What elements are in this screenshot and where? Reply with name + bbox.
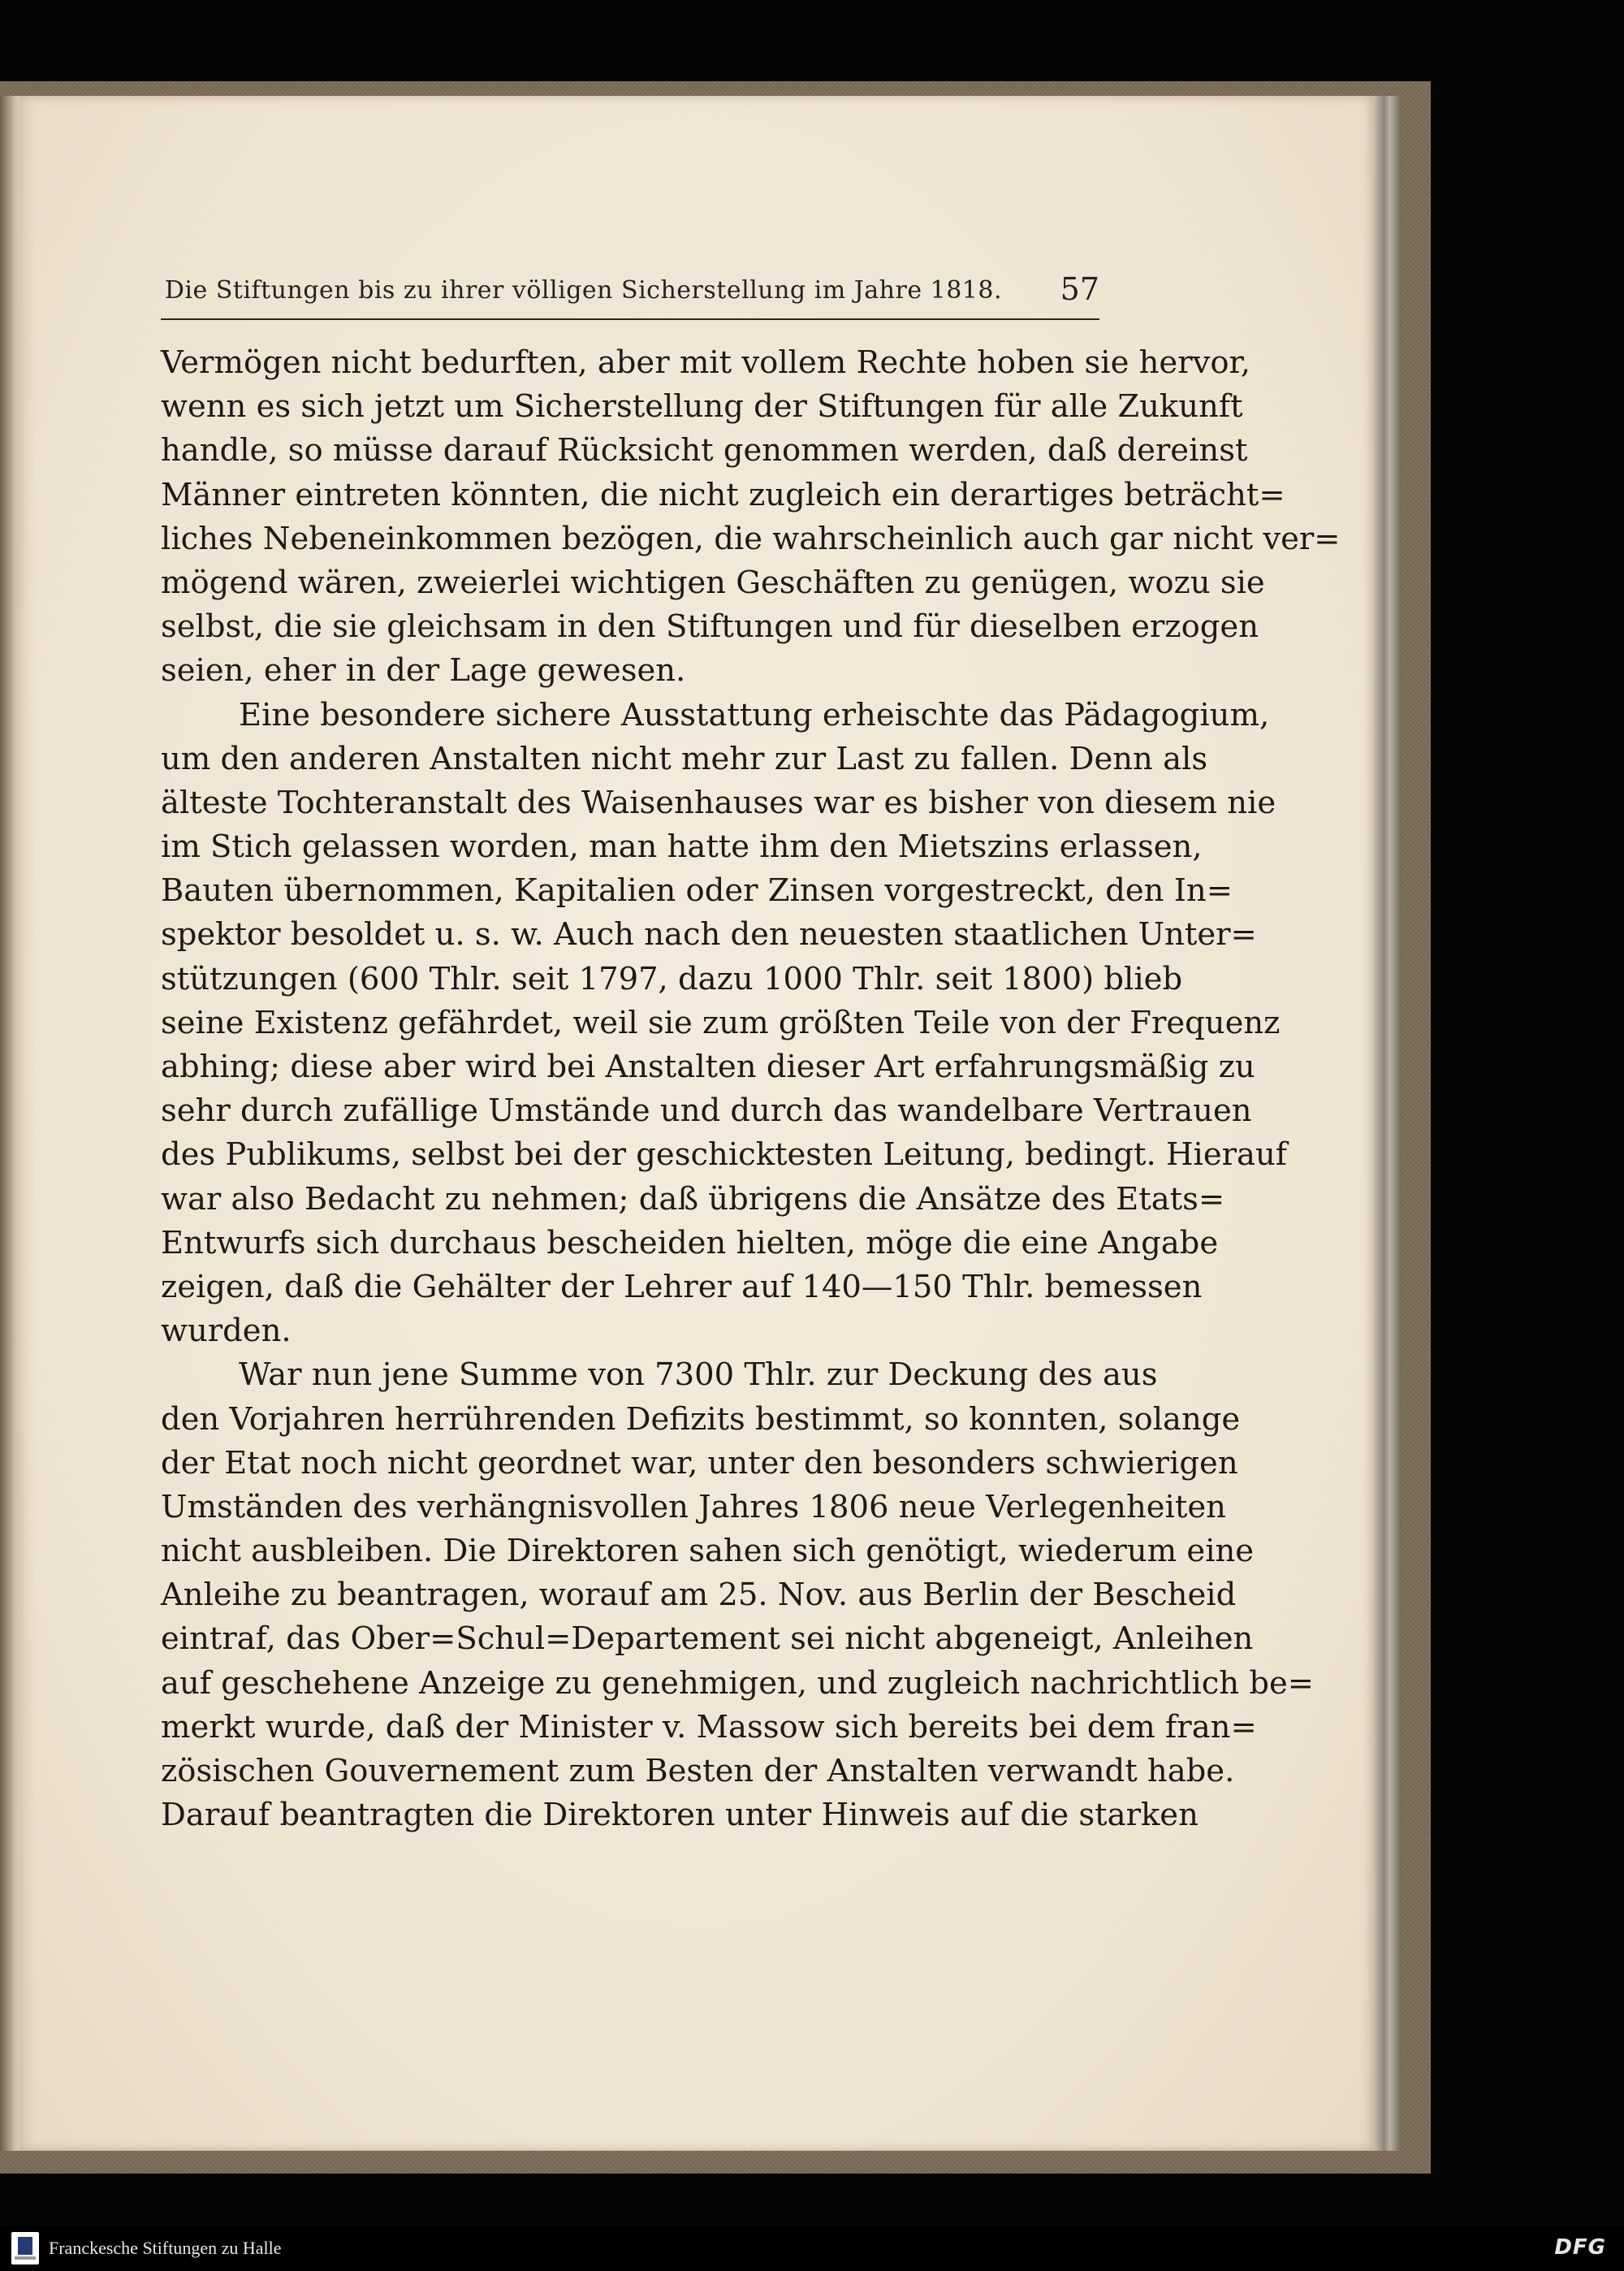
- text-line: seien, eher in der Lage gewesen.: [161, 652, 686, 690]
- running-title: Die Stiftungen bis zu ihrer völligen Sicherstellung im Jahre 1818.: [164, 276, 1002, 305]
- text-line: War nun jene Summe von 7300 Thlr. zur Deckung des aus: [239, 1356, 1158, 1394]
- text-line: Entwurfs sich durchaus bescheiden hielten, möge die eine Angabe: [161, 1224, 1219, 1261]
- text-line: mögend wären, zweierlei wichtigen Geschäften zu genügen, wozu sie: [161, 564, 1265, 601]
- dfg-logo: DFG: [1554, 2235, 1606, 2260]
- viewer-footer: [0, 2226, 1624, 2271]
- page-header: [161, 268, 1099, 320]
- text-line: abhing; diese aber wird bei Anstalten dieser Art erfahrungsmäßig zu: [161, 1049, 1255, 1085]
- text-line: um den anderen Anstalten nicht mehr zur Last zu fallen. Denn als: [161, 740, 1208, 777]
- body-text: [161, 341, 1341, 1837]
- text-line: selbst, die sie gleichsam in den Stiftungen und für dieselben erzogen: [161, 608, 1259, 646]
- text-line: Vermögen nicht bedurften, aber mit vollem Rechte hoben sie hervor,: [161, 344, 1250, 381]
- text-line: zeigen, daß die Gehälter der Lehrer auf 140—150 Thlr. bemessen: [161, 1268, 1203, 1305]
- text-line: nicht ausbleiben. Die Direktoren sahen sich genötigt, wiederum eine: [161, 1533, 1255, 1570]
- text-line: stützungen (600 Thlr. seit 1797, dazu 1000 Thlr. seit 1800) blieb: [161, 960, 1183, 997]
- text-line: auf geschehene Anzeige zu genehmigen, und zugleich nachrichtlich be=: [161, 1664, 1315, 1702]
- text-line: älteste Tochteranstalt des Waisenhauses war es bisher von diesem nie: [161, 784, 1276, 821]
- text-line: sehr durch zufällige Umstände und durch das wandelbare Vertrauen: [161, 1092, 1252, 1130]
- text-line: Darauf beantragten die Direktoren unter Hinweis auf die starken: [161, 1797, 1199, 1834]
- text-line: Umständen des verhängnisvollen Jahres 1806 neue Verlegenheiten: [161, 1488, 1226, 1525]
- text-line: der Etat noch nicht geordnet war, unter den besonders schwierigen: [161, 1444, 1238, 1482]
- text-line: des Publikums, selbst bei der geschicktesten Leitung, bedingt. Hierauf: [161, 1136, 1288, 1174]
- text-line: wurden.: [161, 1313, 292, 1350]
- page-number: 57: [1060, 271, 1099, 307]
- page-edges: [1372, 96, 1402, 2151]
- text-line: im Stich gelassen worden, man hatte ihm den Mietszins erlassen,: [161, 828, 1203, 866]
- text-line: handle, so müsse darauf Rücksicht genommen werden, daß dereinst: [161, 432, 1248, 469]
- institution-label: Franckesche Stiftungen zu Halle: [49, 2238, 282, 2258]
- crest-icon: [11, 2232, 39, 2265]
- text-line: merkt wurde, daß der Minister v. Massow sich bereits bei dem fran=: [161, 1708, 1257, 1745]
- text-line: Eine besondere sichere Ausstattung erheischte das Pädagogium,: [239, 696, 1270, 733]
- text-line: seine Existenz gefährdet, weil sie zum größten Teile von der Frequenz: [161, 1004, 1281, 1041]
- text-line: Bauten übernommen, Kapitalien oder Zinsen vorgestreckt, den In=: [161, 872, 1233, 910]
- text-line: Anleihe zu beantragen, worauf am 25. Nov. aus Berlin der Bescheid: [161, 1577, 1237, 1614]
- text-line: spektor besoldet u. s. w. Auch nach den neuesten staatlichen Unter=: [161, 916, 1257, 954]
- text-line: den Vorjahren herrührenden Defizits bestimmt, so konnten, solange: [161, 1400, 1241, 1438]
- text-line: eintraf, das Ober=Schul=Departement sei nicht abgeneigt, Anleihen: [161, 1620, 1254, 1658]
- text-line: war also Bedacht zu nehmen; daß übrigens die Ansätze des Etats=: [161, 1180, 1225, 1218]
- text-line: liches Nebeneinkommen bezögen, die wahrscheinlich auch gar nicht ver=: [161, 520, 1341, 557]
- text-line: wenn es sich jetzt um Sicherstellung der Stiftungen für alle Zukunft: [161, 388, 1243, 426]
- text-line: Männer eintreten könnten, die nicht zugleich ein derartiges beträcht=: [161, 476, 1285, 513]
- text-line: zösischen Gouvernement zum Besten der Anstalten verwandt habe.: [161, 1753, 1235, 1789]
